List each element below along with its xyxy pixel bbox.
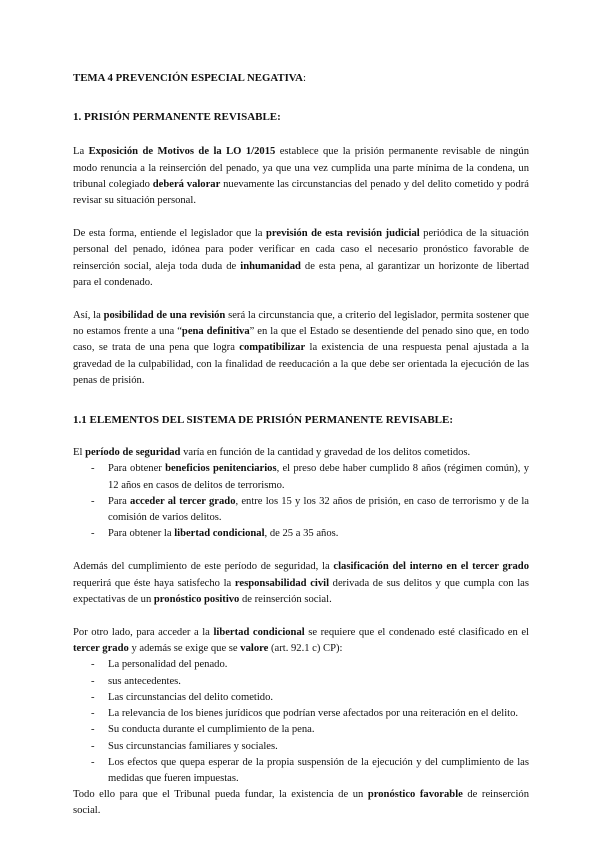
security-period-list bbox=[73, 461, 529, 542]
text-run: de esta pena, al garantizar un horizonte de libertad para el condenado. bbox=[73, 260, 529, 288]
bold-run: responsabilidad civil bbox=[234, 577, 330, 589]
list-item: - La relevancia de los bienes jurídicos que podrían verse afectados por una reiteración en el delito. bbox=[73, 706, 529, 722]
text-run: ” en la que el Estado se desentiende del penado sino que, en todo caso, se trata de una pena que logra bbox=[73, 326, 529, 354]
text-run: será la circunstancia que, a criterio del legislador, permita sostener que no estamos frente a una “ bbox=[73, 310, 529, 338]
bold-run: libertad condicional bbox=[174, 528, 265, 540]
text-run: establece que la prisión permanente revisable de ningún modo renuncia a la reinserción del penado, ya que una vez cumplida una parte mínima de la condena, un tribunal colegiado bbox=[73, 146, 529, 190]
text-run: , entre los 15 y los 32 años de prisión, en caso de terrorismo y de la comisión de varios delitos. bbox=[108, 495, 529, 524]
page-title-bold: TEMA 4 PREVENCIÓN ESPECIAL NEGATIVA bbox=[73, 72, 303, 84]
text-run: varía en función de la cantidad y gravedad de los delitos cometidos. bbox=[180, 447, 471, 459]
list-item bbox=[73, 526, 529, 542]
list-item: - Las circunstancias del delito cometido. bbox=[73, 690, 529, 706]
list-item: - La personalidad del penado. bbox=[73, 657, 529, 673]
assessment-criteria-list bbox=[73, 657, 529, 787]
text-run: Así, la bbox=[73, 310, 104, 322]
section-1-paragraph-1 bbox=[73, 144, 529, 209]
section-1-1-closing bbox=[73, 787, 529, 819]
document-page bbox=[73, 62, 529, 820]
text-run: Para obtener bbox=[108, 463, 166, 475]
text-run: nuevamente las circunstancias del penado y del delito cometido y podrá revisar su situación personal. bbox=[73, 178, 529, 207]
page-title bbox=[73, 70, 529, 86]
bold-run: libertad condicional bbox=[213, 627, 305, 639]
list-item bbox=[73, 461, 529, 493]
bold-run: pena definitiva bbox=[181, 326, 250, 338]
section-1-1-paragraph-2 bbox=[73, 559, 529, 608]
text-run: se requiere que el condenado esté clasificado en el bbox=[304, 627, 529, 639]
section-1-1-intro bbox=[73, 445, 529, 461]
section-1-1-paragraph-3 bbox=[73, 625, 529, 657]
bold-run: pronóstico favorable bbox=[367, 789, 463, 801]
text-run: requerirá que éste haya satisfecho la bbox=[73, 577, 235, 589]
list-item: - Los efectos que quepa esperar de la propia suspensión de la ejecución y del cumplimiento de las medidas que fueren impuestas. bbox=[73, 755, 529, 787]
text-run: De esta forma, entiende el legislador que la bbox=[73, 228, 266, 240]
text-run: La bbox=[73, 146, 89, 158]
bold-run: acceder al tercer grado bbox=[130, 495, 236, 507]
text-run: derivada de sus delitos y que cumpla con las expectativas de un bbox=[73, 577, 529, 605]
text-run: Para obtener la bbox=[108, 528, 175, 540]
bold-run: clasificación del interno en el tercer grado bbox=[333, 561, 529, 573]
section-1-1-heading: 1.1 ELEMENTOS DEL SISTEMA DE PRISIÓN PERMANENTE REVISABLE: bbox=[73, 414, 453, 427]
text-run: , de 25 a 35 años. bbox=[264, 528, 339, 540]
bold-run: inhumanidad bbox=[240, 260, 301, 272]
text-run: Todo ello para que el Tribunal pueda fundar, la existencia de un bbox=[73, 789, 368, 801]
section-1-paragraph-3 bbox=[73, 308, 529, 389]
bold-run: pronóstico positivo bbox=[153, 593, 240, 605]
list-item: - sus antecedentes. bbox=[73, 674, 529, 690]
bold-run: previsión de esta revisión judicial bbox=[266, 228, 420, 240]
bold-run: deberá valorar bbox=[152, 178, 221, 190]
bold-run: valore bbox=[240, 643, 269, 655]
text-run: Además del cumplimiento de este período de seguridad, la bbox=[73, 561, 334, 573]
bold-run: beneficios penitenciarios bbox=[165, 463, 277, 475]
bold-run: posibilidad de una revisión bbox=[103, 310, 226, 322]
text-run: , el preso debe haber cumplido 8 años (régimen común), y 12 años en casos de delitos de terrorismo. bbox=[108, 463, 529, 491]
text-run: y además se exige que se bbox=[128, 643, 241, 655]
list-item: - Su conducta durante el cumplimiento de la pena. bbox=[73, 722, 529, 738]
bold-run: compatibilizar bbox=[239, 342, 306, 354]
text-run: periódica de la situación personal del penado, idónea para poder verificar en cada caso el necesario pronóstico favorable de reinserción social, aleja toda duda de bbox=[73, 228, 529, 272]
bold-run: período de seguridad bbox=[85, 447, 181, 459]
bold-run: Exposición de Motivos de la LO 1/2015 bbox=[88, 146, 276, 158]
list-item: - Sus circunstancias familiares y sociales. bbox=[73, 739, 529, 755]
section-1-heading: 1. PRISIÓN PERMANENTE REVISABLE: bbox=[73, 111, 281, 124]
text-run: Para bbox=[108, 495, 131, 507]
text-run: El bbox=[73, 447, 86, 459]
section-1-paragraph-2 bbox=[73, 226, 529, 291]
text-run: de reinserción social. bbox=[239, 593, 332, 605]
page-title-suffix: : bbox=[302, 72, 306, 84]
text-run: de reinserción social. bbox=[73, 789, 529, 817]
text-run: (art. 92.1 c) CP): bbox=[268, 643, 343, 655]
bold-run: tercer grado bbox=[73, 643, 129, 655]
text-run: Por otro lado, para acceder a la bbox=[73, 627, 214, 639]
list-item bbox=[73, 494, 529, 526]
text-run: la existencia de una respuesta penal ajustada a la gravedad de la culpabilidad, con la finalidad de reeducación a la que debe ser orientada la ejecución de las penas de prisión. bbox=[73, 342, 529, 386]
